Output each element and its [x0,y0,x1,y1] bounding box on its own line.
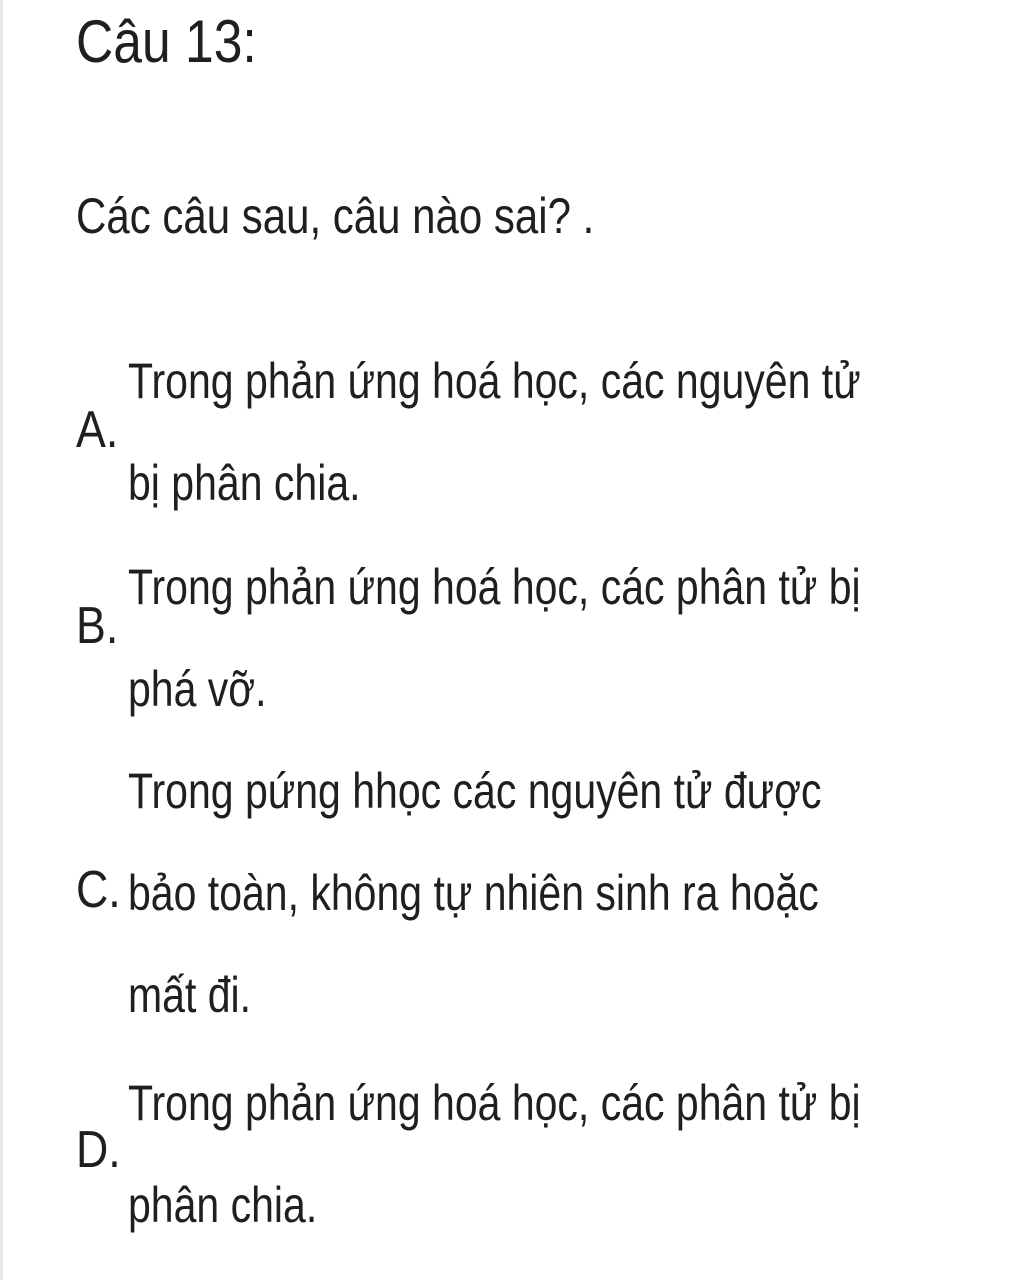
option-text-line: Trong pứng hhọc các nguyên tử được [128,763,822,819]
question-title: Câu 13: [76,8,257,75]
option-a[interactable] [76,330,1006,534]
option-b[interactable] [76,536,1006,740]
option-text-line: mất đi. [128,967,252,1023]
option-d[interactable] [76,1052,1006,1256]
option-c[interactable] [76,740,1006,1046]
option-letter: C. [76,861,121,919]
option-text-line: bị phân chia. [128,455,361,511]
option-letter: B. [76,597,119,655]
option-text [128,1052,861,1256]
left-border [0,0,3,1280]
option-text-line: Trong phản ứng hoá học, các phân tử bị [128,1075,861,1131]
option-text [128,330,861,534]
option-text-line: bảo toàn, không tự nhiên sinh ra hoặc [128,865,819,921]
option-text-line: phá vỡ. [128,661,267,717]
option-text-line: phân chia. [128,1177,318,1233]
question-prompt: Các câu sau, câu nào sai? . [76,188,595,244]
option-letter: D. [76,1121,121,1179]
option-text-line: Trong phản ứng hoá học, các phân tử bị [128,559,861,615]
option-letter: A. [76,401,119,459]
option-text-line: Trong phản ứng hoá học, các nguyên tử [128,353,861,409]
option-text [128,740,821,1046]
option-text [128,536,861,740]
